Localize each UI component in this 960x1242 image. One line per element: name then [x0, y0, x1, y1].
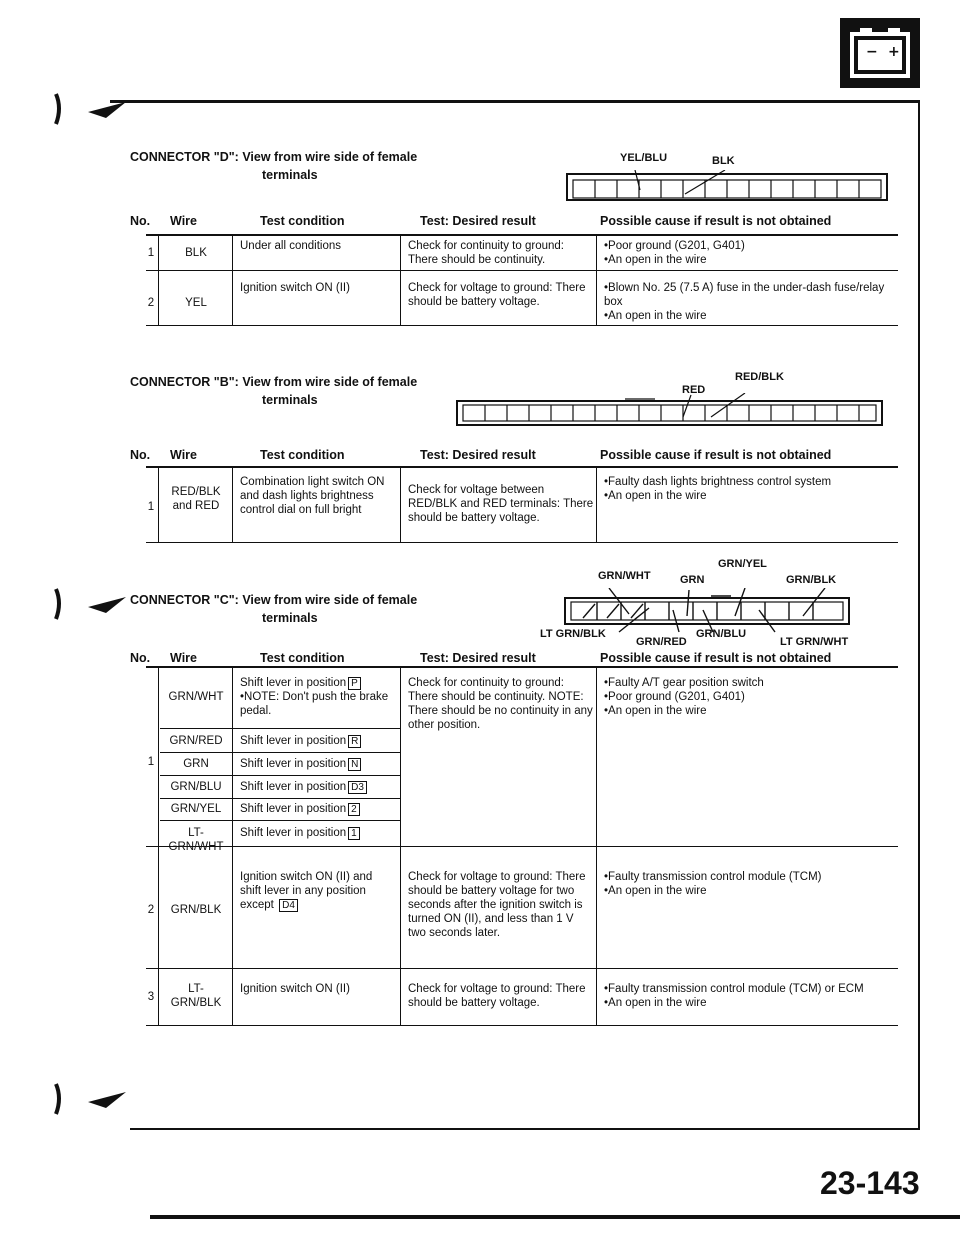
wire-label: GRN/YEL	[718, 558, 767, 570]
margin-mark	[48, 90, 128, 130]
col-header-desired-result: Test: Desired result	[420, 214, 536, 228]
battery-icon	[840, 18, 920, 88]
row-wire: GRN	[183, 758, 209, 770]
wire-label: YEL/BLU	[620, 152, 668, 164]
connector-c-title: CONNECTOR "C": View from wire side of female	[130, 593, 418, 607]
connector-b-diagram	[455, 393, 885, 429]
row-no: 2	[147, 297, 155, 309]
row-condition: Combination light switch ON and dash lights brightness control dial on full bright	[240, 476, 385, 516]
row-condition: Ignition switch ON (II)	[240, 983, 350, 995]
connector-c-subtitle: terminals	[262, 611, 318, 625]
row-no: 2	[147, 904, 155, 916]
wire-label: LT GRN/WHT	[780, 636, 849, 648]
col-header-no: No.	[130, 214, 151, 228]
position-badge: 2	[348, 803, 360, 816]
col-header-desired-result: Test: Desired result	[420, 651, 536, 665]
condition-text: Shift lever in position	[240, 758, 347, 770]
row-causes	[604, 870, 864, 898]
condition-text: Shift lever in position	[240, 827, 347, 839]
col-header-possible-cause: Possible cause if result is not obtained	[600, 214, 832, 228]
cause-item: • Faulty transmission control module (TCM) or ECM	[604, 982, 864, 996]
cause-item: • Faulty transmission control module (TCM)	[604, 870, 864, 884]
row-causes	[604, 281, 894, 323]
row-condition	[240, 870, 390, 912]
connector-b-title: CONNECTOR "B": View from wire side of female	[130, 375, 418, 389]
cause-item: • An open in the wire	[604, 253, 894, 267]
row-wire: BLK	[185, 247, 207, 259]
wire-label: GRN/BLU	[696, 628, 747, 640]
col-header-possible-cause: Possible cause if result is not obtained	[600, 651, 832, 665]
cause-item: • Faulty dash lights brightness control system	[604, 475, 894, 489]
cause-item: • Blown No. 25 (7.5 A) fuse in the under-dash fuse/relay box	[604, 281, 894, 309]
svg-text:−: −	[866, 44, 878, 60]
col-header-no: No.	[130, 448, 151, 462]
row-no: 3	[147, 991, 155, 1003]
cause-item: • An open in the wire	[604, 996, 864, 1010]
connector-d-title: CONNECTOR "D": View from wire side of female	[130, 150, 418, 164]
wire-label: GRN/BLK	[786, 574, 837, 586]
row-no: 1	[147, 756, 155, 768]
wire-label: GRN/WHT	[598, 570, 651, 582]
connector-d-subtitle: terminals	[262, 168, 318, 182]
row-condition	[240, 826, 398, 840]
row-wire: GRN/BLK	[170, 904, 222, 916]
row-causes	[604, 239, 894, 267]
position-badge: R	[348, 735, 361, 748]
col-header-wire: Wire	[170, 448, 197, 462]
row-condition	[240, 802, 398, 816]
row-wire: LT-GRN/WHT	[168, 827, 224, 853]
cause-item: • Poor ground (G201, G401)	[604, 690, 894, 704]
right-rule	[918, 100, 920, 1130]
col-header-test-condition: Test condition	[260, 448, 345, 462]
row-condition	[240, 734, 398, 748]
top-rule	[110, 100, 920, 103]
col-header-wire: Wire	[170, 651, 197, 665]
cause-item: • An open in the wire	[604, 309, 894, 323]
row-result: Check for voltage between RED/BLK and RED terminals: There should be battery voltage.	[408, 484, 594, 524]
col-header-no: No.	[130, 651, 151, 665]
page-number: 23-143	[820, 1165, 920, 1201]
row-result: Check for voltage to ground: There should be battery voltage.	[408, 983, 586, 1009]
row-wire: LT-GRN/BLK	[170, 983, 222, 1009]
wire-label: RED/BLK	[735, 371, 784, 383]
position-badge: D3	[348, 781, 367, 794]
bottom-bar	[150, 1215, 960, 1219]
col-header-possible-cause: Possible cause if result is not obtained	[600, 448, 832, 462]
row-no: 1	[147, 247, 155, 259]
col-header-desired-result: Test: Desired result	[420, 448, 536, 462]
row-condition: Under all conditions	[240, 240, 342, 252]
margin-mark	[48, 1080, 128, 1120]
row-condition	[240, 780, 398, 794]
wire-label: RED	[682, 384, 706, 396]
position-badge: N	[348, 758, 361, 771]
cause-item: • An open in the wire	[604, 704, 894, 718]
col-header-test-condition: Test condition	[260, 651, 345, 665]
wire-label: LT GRN/BLK	[540, 628, 606, 640]
position-badge: 1	[348, 827, 360, 840]
wire-label: GRN/RED	[636, 636, 687, 648]
row-wire: RED/BLK and RED	[171, 486, 221, 512]
wire-label: BLK	[712, 155, 735, 167]
row-result: Check for voltage to ground: There should be battery voltage.	[408, 282, 586, 308]
cause-item: • Faulty A/T gear position switch	[604, 676, 894, 690]
row-condition	[240, 757, 398, 771]
row-wire: GRN/YEL	[170, 803, 222, 815]
cause-item: • An open in the wire	[604, 884, 864, 898]
row-result: Check for voltage to ground: There should be battery voltage for two seconds after the ignition switch is turned ON (II), and less than 1 V two seconds later.	[408, 871, 586, 939]
position-badge: P	[348, 677, 361, 690]
row-wire: GRN/RED	[169, 735, 223, 747]
cause-item: • Poor ground (G201, G401)	[604, 239, 894, 253]
connector-d-diagram	[565, 170, 890, 204]
position-badge: D4	[279, 899, 298, 912]
condition-text: Shift lever in position	[240, 781, 347, 793]
row-condition	[240, 676, 398, 718]
row-result: Check for continuity to ground: There should be continuity. NOTE: There should be no continuity in any other position.	[408, 677, 593, 731]
condition-text: Shift lever in position	[240, 735, 347, 747]
connector-b-subtitle: terminals	[262, 393, 318, 407]
row-wire: GRN/WHT	[168, 691, 224, 703]
cause-item: • An open in the wire	[604, 489, 894, 503]
wire-label: GRN	[680, 574, 705, 586]
row-condition: Ignition switch ON (II)	[240, 282, 350, 294]
row-result: Check for continuity to ground: There should be continuity.	[408, 240, 564, 266]
row-wire: YEL	[185, 297, 207, 309]
condition-text: Shift lever in position	[240, 803, 347, 815]
row-causes	[604, 475, 894, 503]
col-header-test-condition: Test condition	[260, 214, 345, 228]
condition-note: • NOTE: Don't push the brake pedal.	[240, 690, 398, 718]
condition-text: Ignition switch ON (II) and shift lever in any position except	[240, 871, 373, 911]
row-causes	[604, 982, 864, 1010]
row-causes	[604, 676, 894, 718]
bottom-rule	[130, 1128, 920, 1130]
condition-text: Shift lever in position	[240, 677, 347, 689]
row-no: 1	[147, 501, 155, 513]
margin-mark	[48, 585, 128, 625]
row-wire: GRN/BLU	[170, 781, 222, 793]
svg-text:+: +	[888, 44, 900, 60]
col-header-wire: Wire	[170, 214, 197, 228]
